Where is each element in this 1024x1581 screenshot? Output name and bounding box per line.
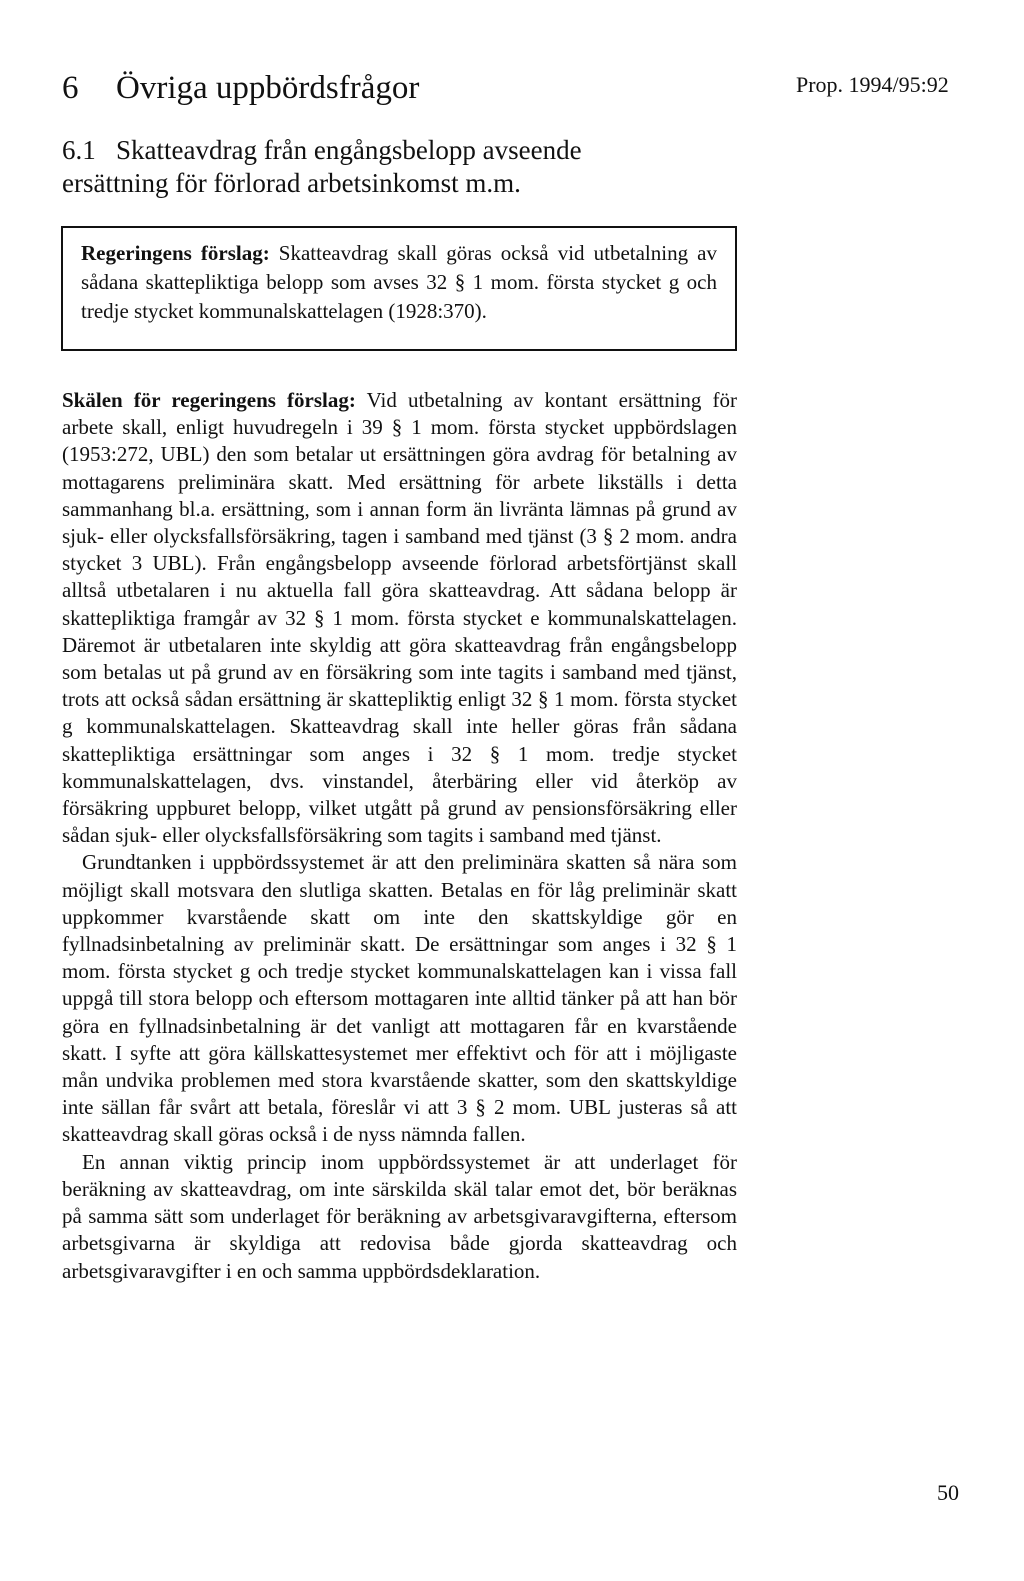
reasons-paragraph-2: Grundtanken i uppbördssystemet är att den preliminära skatten så nära som möjligt skall motsvara den slutliga skatten. Betalas en för låg preliminär skatt uppkommer kvarstående skatt om inte den skattskyldige gör en fyllnadsinbetalning av preliminär skatt. De ersättningar som anges i 32 § 1 mom. första stycket g och tredje stycket kommunalskattelagen kan i vissa fall uppgå till stora belopp och eftersom mottagaren inte alltid tänker på att han bör göra en fyllnadsinbetalning är det vanligt att mottagaren får en kvarstående skatt. I syfte att göra källskattesystemet mer effektivt och för att i möjligaste mån undvika problemen med stora kvarstående skatter, som den skattskyldige inte sällan får svårt att betala, föreslår vi att 3 § 2 mom. UBL justeras så att skatteavdrag skall göras också i de nyss nämnda fallen. bbox=[62, 850, 737, 1147]
section-title: Skatteavdrag från engångsbelopp avseende ersättning för förlorad arbetsinkomst m.m. bbox=[62, 135, 582, 198]
reasons-section bbox=[62, 387, 737, 1285]
reasons-label: Skälen för regeringens förslag: bbox=[62, 388, 356, 412]
proposition-reference: Prop. 1994/95:92 bbox=[796, 72, 949, 97]
chapter-number: 6 bbox=[62, 70, 79, 106]
section-heading bbox=[62, 134, 682, 200]
proposal-text: Skatteavdrag skall göras också vid utbetalning av sådana skattepliktiga belopp som avses 32 § 1 mom. första stycket g och tredje stycket kommunalskattelagen (1928:370). bbox=[81, 241, 717, 323]
reasons-paragraph-3: En annan viktig princip inom uppbördssystemet är att underlaget för beräkning av skatteavdrag, om inte särskilda skäl talar emot det, bör beräknas på samma sätt som underlaget för beräkning av arbetsgivaravgifterna, eftersom arbetsgivarna är skyldiga att redovisa både gjorda skatteavdrag och arbetsgivaravgifter i en och samma uppbördsdeklaration. bbox=[62, 1149, 737, 1283]
chapter-title: Övriga uppbördsfrågor bbox=[116, 70, 420, 106]
reasons-paragraph-1-text: Vid utbetalning av kontant ersättning för arbete skall, enligt huvudregeln i 39 § 1 mom. första stycket uppbördslagen (1953:272, UBL) den som betalar ut ersättningen göra avdrag för betalning av mottagarens preliminära skatt. Med ersättning för arbete likställs i detta sammanhang bl.a. ersättning, som i annan form än livränta lämnas på grund av sjuk- eller olycksfallsförsäkring, tagen i samband med tjänst (3 § 2 mom. andra stycket 3 UBL). Från engångsbelopp avseende förlorad arbetsförtjänst skall alltså utbetalaren i nu aktuella fall göra skatteavdrag. Att sådana belopp är skattepliktiga framgår av 32 § 1 mom. första stycket e kommunalskattelagen. Däremot är utbetalaren inte skyldig att göra skatteavdrag från engångsbelopp som betalas ut på grund av en försäkring som inte tagits i samband med tjänst, trots att också sådan ersättning är skattepliktig enligt 32 § 1 mom. första stycket g kommunalskattelagen. Skatteavdrag skall inte heller göras från sådana skattepliktiga ersättningar som anges i 32 § 1 mom. tredje stycket kommunalskattelagen, dvs. vinstandel, återbäring eller vid återköp av försäkring uppburet belopp, vilket utgått på grund av pensionsförsäkring eller sådan sjuk- eller olycksfallsförsäkring som tagits i samband med tjänst. bbox=[62, 388, 737, 848]
reasons-paragraph-1 bbox=[62, 387, 737, 849]
chapter-heading bbox=[62, 68, 419, 108]
proposal-label: Regeringens förslag: bbox=[81, 241, 270, 265]
government-proposal-box bbox=[61, 226, 737, 351]
page-number: 50 bbox=[937, 1480, 959, 1505]
section-number: 6.1 bbox=[62, 135, 96, 165]
